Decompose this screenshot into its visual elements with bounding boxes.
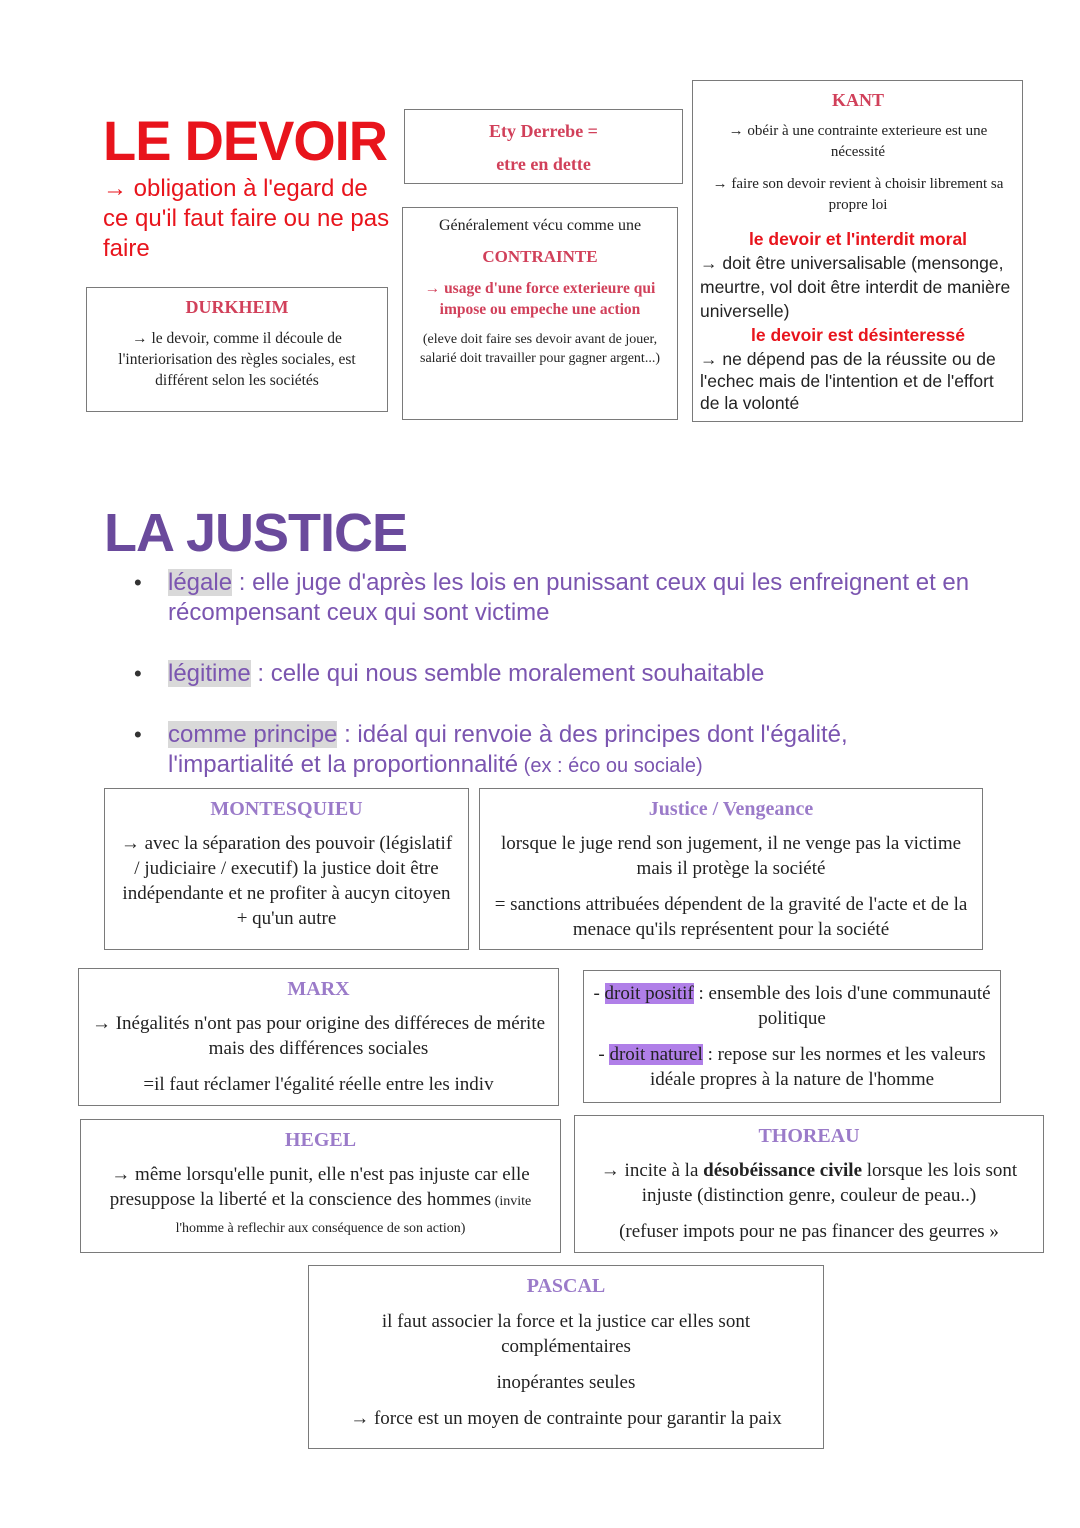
- kant-box: [692, 80, 1023, 422]
- contrainte-intro: Généralement vécu comme une: [438, 217, 642, 234]
- justice-bullets: [130, 568, 970, 781]
- justice-title: LA JUSTICE: [104, 503, 408, 563]
- ety-line1: Ety Derrebe =: [489, 121, 598, 141]
- bullet-principe-text: : idéal qui renvoie à des principes dont l'égalité, l'impartialité et la proportionnalité: [168, 721, 848, 778]
- bullet-principe-term: comme principe: [168, 721, 338, 748]
- marx-p2: =il faut réclamer l'égalité réelle entre les indiv: [143, 1074, 494, 1095]
- thoreau-p1-post: lorsque les lois sont injuste (distinction genre, couleur de peau..): [641, 1160, 1018, 1206]
- hegel-box: [80, 1119, 561, 1253]
- pascal-p2: inopérantes seules: [496, 1372, 636, 1393]
- bullet-principe-extra: (ex : éco ou sociale): [518, 755, 703, 777]
- bullet-legale-term: légale: [168, 569, 233, 596]
- ety-line2: etre en dette: [496, 154, 591, 174]
- vengeance-p2: = sanctions attribuées dépendent de la gravité de l'acte et de la menace qu'ils représentent pour la société: [494, 894, 968, 940]
- droit-naturel-term: droit naturel: [609, 1044, 703, 1065]
- bullet-legitime-term: légitime: [168, 660, 251, 687]
- thoreau-p2: (refuser impots pour ne pas financer des geurres »: [619, 1221, 999, 1242]
- droit-box: [583, 970, 1001, 1103]
- vengeance-p1: lorsque le juge rend son jugement, il ne venge pas la victime mais il protège la société: [500, 833, 962, 879]
- thoreau-p1-pre: → incite à la: [600, 1160, 704, 1181]
- thoreau-p1: [583, 1158, 1035, 1208]
- contrainte-definition: → usage d'une force exterieure qui impose ou empeche une action: [424, 280, 656, 318]
- pascal-p1: il faut associer la force et la justice car elles sont complémentaires: [381, 1311, 751, 1357]
- kant-p1: → obéir à une contrainte exterieure est une nécessité: [728, 123, 988, 160]
- kant-p2: → faire son devoir revient à choisir librement sa propre loi: [712, 176, 1004, 213]
- devoir-definition: → obligation à l'egard de ce qu'il faut faire ou ne pas faire: [103, 175, 390, 262]
- kant-h2: le devoir est désinteressé: [751, 325, 965, 345]
- pascal-box: [308, 1265, 824, 1449]
- bullet-legale-text: : elle juge d'après les lois en punissant ceux qui les enfreignent et en récompensant ceux qui sont victime: [168, 569, 970, 626]
- pascal-name: PASCAL: [526, 1275, 606, 1297]
- bullet-legitime: • légitime : celle qui nous semble moralement souhaitable: [134, 660, 765, 687]
- contrainte-keyword: CONTRAINTE: [482, 247, 598, 266]
- contrainte-box: [402, 207, 678, 420]
- marx-name: MARX: [287, 978, 350, 1000]
- droit-positif-text: : ensemble des lois d'une communauté politique: [693, 983, 991, 1029]
- kant-name: KANT: [831, 90, 884, 110]
- hegel-text-small: (invite l'homme à reflechir aux conséquence de son action): [175, 1194, 532, 1236]
- kant-p4: → ne dépend pas de la réussite ou de l'echec mais de l'intention et de l'effort de la volonté: [700, 349, 996, 413]
- thoreau-p1-bold: désobéissance civile: [703, 1160, 863, 1181]
- bullet-legale: • légale : elle juge d'après les lois en punissant ceux qui les enfreignent et en récompensant ceux qui sont victime: [134, 569, 970, 626]
- durkheim-box: [86, 287, 388, 412]
- kant-h1: le devoir et l'interdit moral: [748, 229, 968, 249]
- bullet-principe: • comme principe : idéal qui renvoie à des principes dont l'égalité, l'impartialité et la proportionnalité (ex : éco ou sociale): [134, 721, 848, 778]
- droit-positif: - droit positif : ensemble des lois d'une communauté politique: [593, 983, 991, 1029]
- vengeance-box: [479, 788, 983, 950]
- durkheim-text: → le devoir, comme il découle de l'interiorisation des règles sociales, est différent selon les sociétés: [118, 330, 356, 389]
- montesquieu-name: MONTESQUIEU: [210, 798, 363, 820]
- montesquieu-box: [104, 788, 469, 950]
- hegel-name: HEGEL: [284, 1129, 357, 1151]
- droit-positif-term: droit positif: [604, 983, 694, 1004]
- thoreau-box: [574, 1115, 1044, 1253]
- vengeance-name: Justice / Vengeance: [648, 798, 814, 820]
- droit-naturel: - droit naturel : repose sur les normes et les valeurs idéale propres à la nature de l'homme: [598, 1044, 986, 1090]
- ety-box: [404, 109, 683, 184]
- pascal-p3: → force est un moyen de contrainte pour garantir la paix: [350, 1408, 782, 1429]
- devoir-title: LE DEVOIR: [103, 109, 388, 172]
- montesquieu-text: → avec la séparation des pouvoir (législatif / judiciaire / executif) la justice doit être indépendante et ne profiter à aucyn citoyen + qu'un autre: [120, 833, 453, 929]
- kant-p3: → doit être universalisable (mensonge, meurtre, vol doit être interdit de manière universelle): [700, 253, 1011, 321]
- hegel-text-main: → même lorsqu'elle punit, elle n'est pas injuste car elle presuppose la liberté et la conscience des hommes: [109, 1164, 530, 1210]
- marx-box: [78, 968, 559, 1106]
- hegel-text: [85, 1162, 556, 1241]
- durkheim-name: DURKHEIM: [185, 297, 289, 317]
- droit-naturel-text: : repose sur les normes et les valeurs idéale propres à la nature de l'homme: [649, 1044, 986, 1090]
- thoreau-name: THOREAU: [758, 1125, 860, 1147]
- bullet-legitime-text: : celle qui nous semble moralement souhaitable: [250, 660, 765, 687]
- marx-p1: → Inégalités n'ont pas pour origine des différeces de mérite mais des différences sociales: [91, 1013, 546, 1059]
- contrainte-example: (eleve doit faire ses devoir avant de jouer, salarié doit travailler pour gagner argent...): [420, 332, 660, 366]
